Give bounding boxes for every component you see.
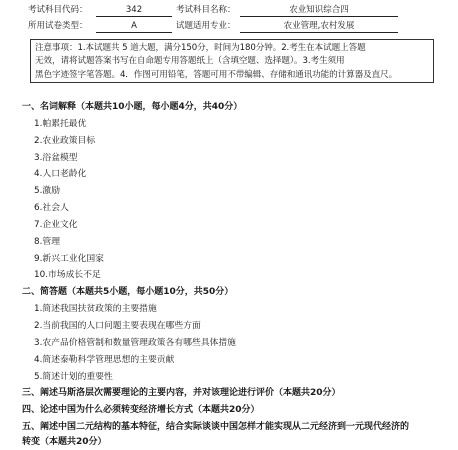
question-item: 4.简述泰勒科学管理思想的主要贡献: [34, 355, 175, 365]
section-title: 三、阐述马斯洛层次需要理论的主要内容，并对该理论进行评价（本题共20分）: [22, 388, 341, 398]
question-item: 4.人口老龄化: [34, 169, 87, 179]
question-item: 3.农产品价格管制和数量管理政策各有哪些具体措施: [34, 338, 236, 348]
section-title: 一、名词解释（本题共10小题，每小题4分，共40分）: [22, 102, 243, 112]
section-title: 二、简答题（本题共5小题，每小题10分，共50分）: [22, 287, 234, 297]
question-item: 1.简述我国扶贫政策的主要措施: [34, 304, 157, 314]
notice-box: [30, 39, 434, 83]
question-item: 9.新兴工业化国家: [34, 254, 104, 264]
question-item: 5.简述计划的重要性: [34, 372, 113, 382]
exam-subject-label: 考试科目名称：: [176, 5, 236, 15]
question-item: 2.农业政策目标: [34, 136, 96, 146]
major-label: 试题适用专业：: [176, 21, 236, 31]
question-item: 1.帕累托最优: [34, 119, 87, 129]
question-item: 5.激励: [34, 186, 60, 196]
notice-line: 黑色字迹签字笔答题。4．作图可用铅笔，答题可用不带编辑、存储和通讯功能的计算器及直尺。: [35, 69, 398, 80]
major-value: 农业管理,农村发展: [240, 21, 398, 33]
exam-code-value: 342: [96, 5, 172, 17]
notice-line: 无效，请将试题答案书写在自命题专用答题纸上（含填空题、选择题）。3.考生须用: [35, 56, 345, 67]
section-title: 四、论述中国为什么必须转变经济增长方式（本题共20分）: [22, 405, 260, 415]
section-continuation: 转变（本题共20分）: [22, 437, 107, 447]
question-item: 10.市场成长不足: [34, 270, 101, 280]
paper-type-label: 所用试卷类型：: [28, 21, 88, 31]
question-item: 2.当前我国的人口问题主要表现在哪些方面: [34, 321, 201, 331]
paper-type-value: A: [96, 21, 172, 33]
exam-subject-value: 农业知识综合四: [240, 5, 398, 17]
question-item: 7.企业文化: [34, 220, 78, 230]
notice-line: 注意事项：1.本试题共 5 道大题，满分150分，时间为180分钟。2.考生在本试题上答题: [35, 43, 366, 53]
question-item: 3.浴盆模型: [34, 153, 78, 163]
question-item: 8.管理: [34, 237, 60, 247]
section-title: 五、阐述中国二元结构的基本特征，结合实际谈谈中国怎样才能实现从二元经济到一元现代经济的: [22, 422, 410, 432]
question-item: 6.社会人: [34, 203, 69, 213]
exam-code-label: 考试科目代码：: [28, 5, 88, 15]
